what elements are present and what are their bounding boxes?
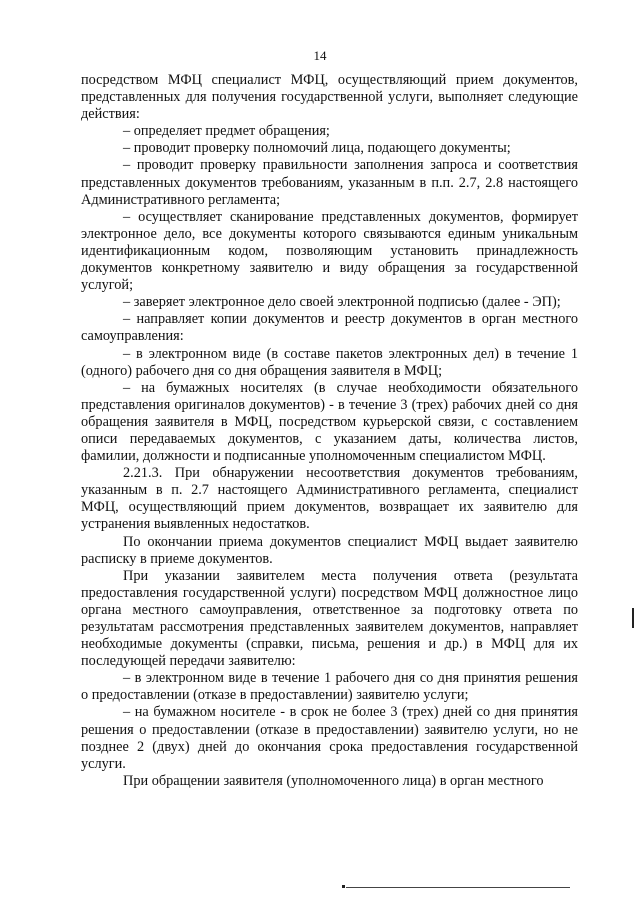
list-item-send-copies: – направляет копии документов и реестр документов в орган местного самоуправления:	[81, 311, 578, 345]
list-item-subject: – определяет предмет обращения;	[123, 123, 330, 140]
paragraph-intro: посредством МФЦ специалист МФЦ, осуществляющий прием документов, представленных для получения государственной услуги, выполняет следующие действия:	[81, 72, 578, 123]
scan-dot	[342, 885, 345, 888]
list-item-electronic: – в электронном виде (в составе пакетов электронных дел) в течение 1 (одного) рабочего дня со дня обращения заявителя в МФЦ;	[81, 345, 578, 379]
list-item-response-electronic: – в электронном виде в течение 1 рабочего дня со дня принятия решения о предоставлении (отказе в предоставлении) заявителю услуги;	[81, 670, 578, 704]
paragraph-2-21-3: 2.21.3. При обнаружении несоответствия документов требованиям, указанным в п. 2.7 настоящего Административного регламента, специалист МФЦ, осуществляющий прием документов, возвращает их заявителю для устранения выявленных недостатков.	[81, 465, 578, 533]
paragraph-final: При обращении заявителя (уполномоченного лица) в орган местного	[123, 772, 544, 789]
list-item-authority-check: – проводит проверку полномочий лица, подающего документы;	[123, 140, 511, 157]
list-item-signature: – заверяет электронное дело своей электронной подписью (далее - ЭП);	[123, 294, 561, 311]
list-item-response-paper: – на бумажном носителе - в срок не более 3 (трех) дней со дня принятия решения о предоставлении (отказе в предоставлении) заявителю услуги, но не позднее 2 (двух) дней до окончания срока предоставления государственной услуги.	[81, 704, 578, 772]
page-number: 14	[313, 48, 327, 63]
scan-margin-mark	[632, 608, 634, 628]
list-item-paper: – на бумажных носителях (в случае необходимости обязательного представления оригиналов документов) - в течение 3 (трех) рабочих дней со дня обращения заявителя в МФЦ, посредством курьерской связи, с составлением описи передаваемых документов, с указанием даты, количества листов, фамилии, должности и подписанные уполномоченным специалистом МФЦ.	[81, 379, 578, 465]
document-body	[81, 72, 578, 790]
paragraph-response-place: При указании заявителем места получения ответа (результата предоставления государственной услуги) посредством МФЦ должностное лицо органа местного самоуправления, ответственное за подготовку ответа по результатам рассмотрения представленных заявителем документов, направляет необходимые документы (справки, письма, решения и др.) в МФЦ для их последующей передачи заявителю:	[81, 567, 578, 670]
list-item-request-check: – проводит проверку правильности заполнения запроса и соответствия представленных документов требованиям, указанным в п.п. 2.7, 2.8 настоящего Административного регламента;	[81, 157, 578, 208]
paragraph-receipt: По окончании приема документов специалист МФЦ выдает заявителю расписку в приеме документов.	[81, 533, 578, 567]
list-item-scanning: – осуществляет сканирование представленных документов, формирует электронное дело, все документы которого связываются единым уникальным идентификационным кодом, позволяющим установить принадлежность документов конкретному заявителю и виду обращения за государственной услугой;	[81, 208, 578, 294]
scan-bottom-line	[346, 887, 570, 888]
